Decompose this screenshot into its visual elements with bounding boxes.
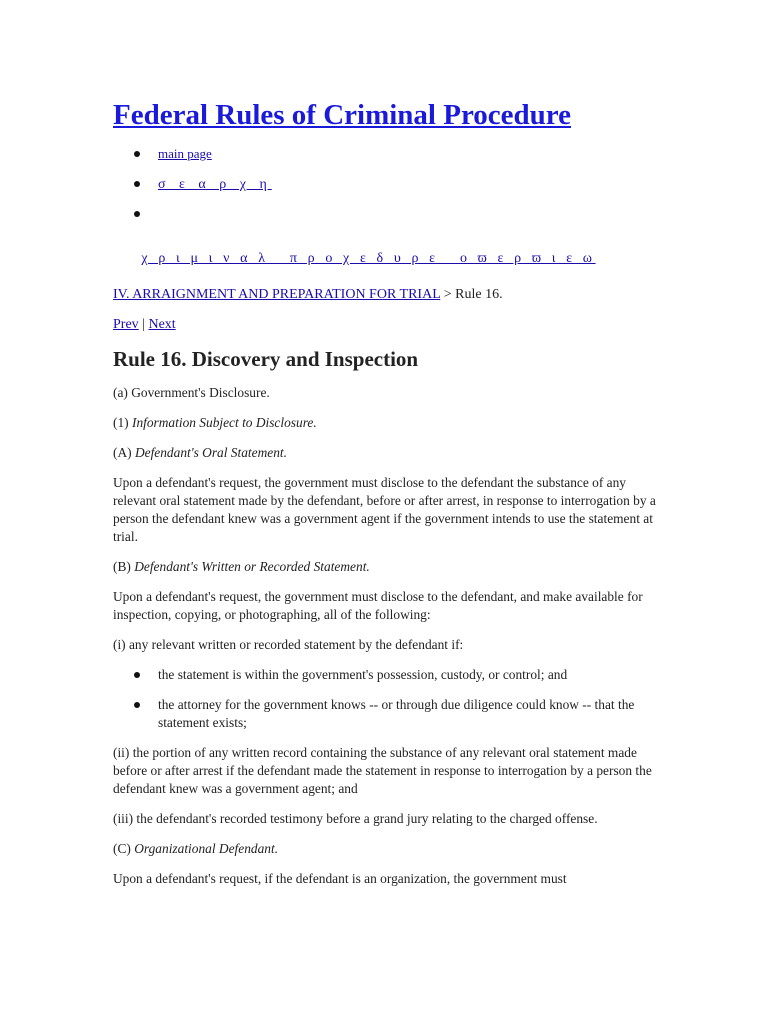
para-i-text: (i) any relevant written or recorded statement by the defendant if: bbox=[113, 637, 464, 652]
breadcrumb-section-link[interactable]: IV. ARRAIGNMENT AND PREPARATION FOR TRIAL bbox=[113, 287, 441, 302]
site-title bbox=[113, 97, 571, 133]
para-b-text: Upon a defendant's request, the government must disclose to the defendant, and make available for inspection, copying, or photographing, all of the following: bbox=[113, 589, 643, 622]
para-b bbox=[113, 558, 658, 576]
nav-item-search bbox=[113, 174, 658, 204]
pager bbox=[113, 315, 176, 335]
para-b-num: (B) bbox=[113, 559, 131, 574]
nav-list bbox=[113, 144, 658, 234]
list-item: the attorney for the government knows -- or through due diligence could know -- that the statement exists; bbox=[113, 696, 658, 732]
pager-divider: | bbox=[142, 317, 145, 332]
para-c-title: Organizational Defendant. bbox=[134, 841, 279, 856]
main-page-link[interactable]: main page bbox=[158, 146, 212, 161]
para-b-title: Defendant's Written or Recorded Statement. bbox=[134, 559, 370, 574]
search-link[interactable]: σ ε α ρ χ η bbox=[158, 177, 272, 192]
breadcrumb-current: Rule 16. bbox=[455, 287, 503, 302]
para-a bbox=[113, 444, 658, 462]
rule-title: Rule 16. Discovery and Inspection bbox=[113, 347, 419, 371]
para-ii-text: (ii) the portion of any written record containing the substance of any relevant oral statement made before or after arrest if the defendant made the statement in response to interrogation by a person the defendant knew was a government agent; and bbox=[113, 745, 652, 796]
para-1 bbox=[113, 414, 658, 432]
para-c-text: Upon a defendant's request, if the defendant is an organization, the government must bbox=[113, 871, 567, 886]
next-link[interactable]: Next bbox=[148, 317, 176, 332]
rule-body bbox=[113, 384, 658, 900]
para-a-num: (A) bbox=[113, 445, 132, 460]
para-c bbox=[113, 840, 658, 858]
nav-overview bbox=[113, 235, 596, 283]
para-1-title: Information Subject to Disclosure. bbox=[131, 415, 317, 430]
para-1-num: (1) bbox=[113, 415, 129, 430]
nav-item-main-page bbox=[113, 144, 658, 174]
para-iii-text: (iii) the defendant's recorded testimony before a grand jury relating to the charged offense. bbox=[113, 811, 598, 826]
bullet-list bbox=[113, 666, 658, 732]
para-c-num: (C) bbox=[113, 841, 131, 856]
section-a-heading: (a) Government's Disclosure. bbox=[113, 385, 270, 400]
site-title-link[interactable]: Federal Rules of Criminal Procedure bbox=[113, 99, 572, 131]
breadcrumb-separator: > bbox=[443, 287, 452, 302]
para-a-text: Upon a defendant's request, the government must disclose to the defendant the substance of any relevant oral statement made by the defendant, before or after arrest, in response to interrogation by a person the defendant knew was a government agent if the government intends to use the statement at trial. bbox=[113, 475, 656, 544]
nav-item-overview bbox=[113, 204, 658, 234]
prev-link[interactable]: Prev bbox=[113, 317, 139, 332]
overview-link[interactable]: χ ρ ι μ ι ν α λ π ρ ο χ ε δ υ ρ ε ο ϖ ε ρ ϖ ι ε ω bbox=[141, 251, 596, 266]
list-item: the statement is within the government's possession, custody, or control; and bbox=[113, 666, 658, 684]
para-a-title: Defendant's Oral Statement. bbox=[134, 445, 287, 460]
breadcrumb bbox=[113, 285, 503, 305]
